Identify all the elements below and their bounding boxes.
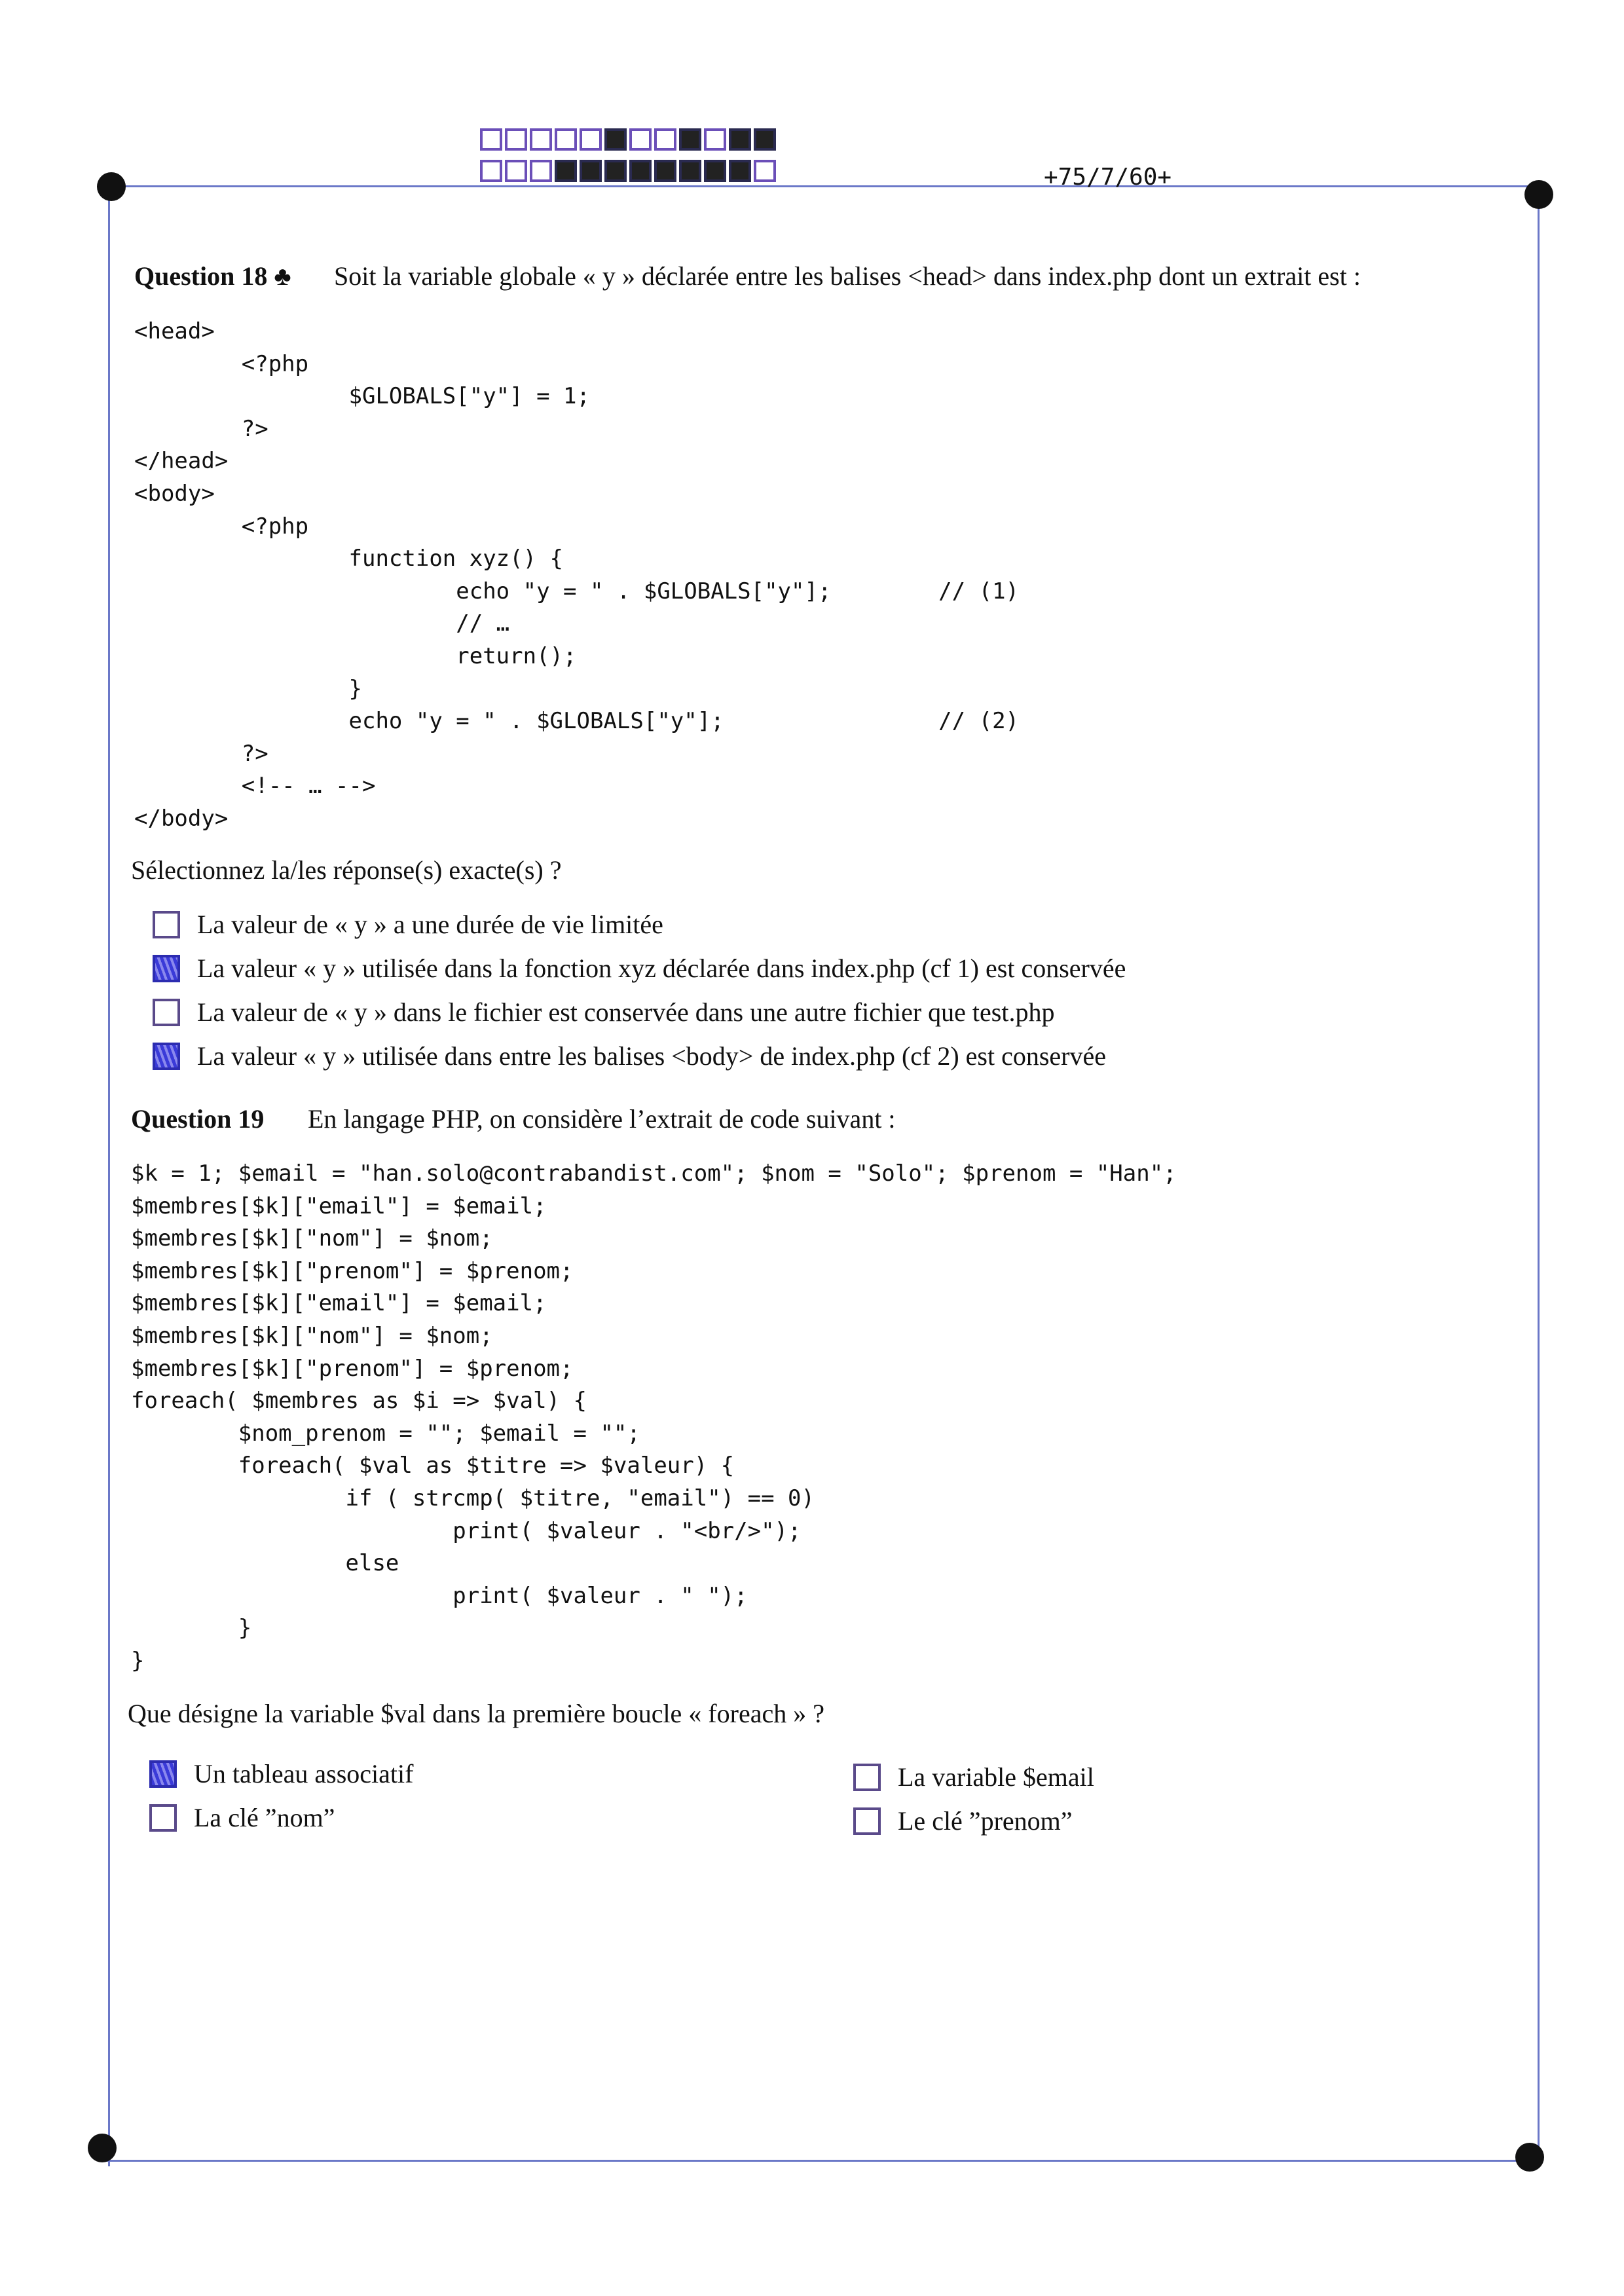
- q18-code-line: // …: [134, 610, 510, 637]
- barcode-cell: [679, 160, 701, 182]
- barcode-cell: [604, 160, 627, 182]
- q19-code-line: }: [131, 1615, 252, 1642]
- q19-code-line: $nom_prenom = ""; $email = "";: [131, 1420, 640, 1447]
- q18-checkbox-3[interactable]: [153, 999, 180, 1026]
- q18-code-line: <body>: [134, 480, 215, 507]
- q19-code-line: $membres[$k]["nom"] = $nom;: [131, 1322, 493, 1349]
- question-18-code: [134, 316, 1019, 836]
- frame-top: [108, 185, 1542, 187]
- barcode-cell: [555, 160, 577, 182]
- q19-checkbox-4[interactable]: [853, 1807, 881, 1835]
- question-18-prompt: Sélectionnez la/les réponse(s) exacte(s) ?: [131, 855, 562, 885]
- club-icon: ♣: [274, 261, 291, 291]
- q19-code-line: foreach( $val as $titre => $valeur) {: [131, 1453, 735, 1479]
- barcode-cell: [729, 160, 751, 182]
- frame-left: [108, 185, 110, 2166]
- barcode-cell: [654, 128, 676, 151]
- question-18-text: Soit la variable globale « y » déclarée entre les balises <head> dans index.php dont un extrait est :: [334, 261, 1361, 291]
- q18-code-line: </head>: [134, 448, 229, 475]
- barcode-cell: [580, 160, 602, 182]
- q19-choice-4-label: Le clé ”prenom”: [898, 1806, 1073, 1836]
- barcode-cell: [530, 128, 552, 151]
- q18-checkbox-4[interactable]: [153, 1043, 180, 1070]
- q18-code-line: function xyz() {: [134, 546, 564, 572]
- q19-code-line: $membres[$k]["prenom"] = $prenom;: [131, 1257, 574, 1284]
- q19-choice-4[interactable]: [853, 1805, 1073, 1836]
- barcode-cell: [480, 160, 502, 182]
- q19-code-line: else: [131, 1550, 399, 1577]
- q18-code-line: echo "y = " . $GLOBALS["y"]; // (2): [134, 708, 1020, 735]
- corner-mark-top-left: [97, 172, 126, 201]
- barcode-cell: [704, 128, 726, 151]
- q18-choice-3-label: La valeur de « y » dans le fichier est conservée dans une autre fichier que test.php: [197, 997, 1055, 1027]
- barcode-cell: [505, 128, 527, 151]
- q19-choice-2-label: La variable $email: [898, 1762, 1094, 1792]
- q19-code-line: foreach( $membres as $i => $val) {: [131, 1388, 587, 1415]
- q19-choice-2[interactable]: [853, 1762, 1094, 1792]
- frame-right: [1538, 190, 1540, 2164]
- barcode-cell: [580, 128, 602, 151]
- question-19-prompt: Que désigne la variable $val dans la première boucle « foreach » ?: [128, 1699, 824, 1728]
- q18-code-line: <?php: [134, 513, 309, 540]
- q18-choice-1[interactable]: [153, 909, 663, 940]
- barcode-cell: [604, 128, 627, 151]
- q19-checkbox-2[interactable]: [853, 1764, 881, 1791]
- q19-code-line: $k = 1; $email = "han.solo@contrabandist.com"; $nom = "Solo"; $prenom = "Han";: [131, 1160, 1177, 1187]
- q18-choice-3[interactable]: [153, 997, 1054, 1028]
- corner-mark-bottom-left: [88, 2134, 117, 2162]
- q19-code-line: print( $valeur . "<br/>");: [131, 1517, 802, 1544]
- corner-mark-top-right: [1524, 180, 1553, 209]
- q19-choice-3[interactable]: [149, 1802, 335, 1833]
- q19-choice-1[interactable]: [149, 1758, 413, 1789]
- q18-code-line: echo "y = " . $GLOBALS["y"]; // (1): [134, 578, 1020, 604]
- question-19-label: Question 19: [131, 1104, 265, 1134]
- barcode-cell: [754, 128, 776, 151]
- q19-code-line: $membres[$k]["email"] = $email;: [131, 1290, 547, 1317]
- q19-choice-1-label: Un tableau associatif: [194, 1759, 414, 1788]
- q18-code-line: <head>: [134, 318, 215, 344]
- question-19-text: En langage PHP, on considère l’extrait de code suivant :: [308, 1104, 896, 1134]
- barcode-cell: [654, 160, 676, 182]
- q18-checkbox-1[interactable]: [153, 911, 180, 938]
- barcode-row-1: [480, 128, 779, 151]
- q18-code-line: ?>: [134, 740, 268, 767]
- page-id: +75/7/60+: [1044, 164, 1172, 191]
- q18-code-line: $GLOBALS["y"] = 1;: [134, 383, 590, 410]
- q18-choice-4-label: La valeur « y » utilisée dans entre les balises <body> de index.php (cf 2) est conservée: [197, 1041, 1107, 1071]
- q19-code-line: }: [131, 1647, 145, 1674]
- q19-code-line: print( $valeur . " ");: [131, 1582, 748, 1609]
- barcode-cell: [480, 128, 502, 151]
- q18-code-line: <?php: [134, 350, 309, 377]
- q19-choice-3-label: La clé ”nom”: [194, 1803, 335, 1832]
- q19-code-line: $membres[$k]["nom"] = $nom;: [131, 1225, 493, 1252]
- q19-code-line: $membres[$k]["prenom"] = $prenom;: [131, 1355, 574, 1382]
- q18-code-line: </body>: [134, 805, 229, 832]
- question-19-header: [131, 1103, 896, 1134]
- q18-choice-1-label: La valeur de « y » a une durée de vie limitée: [197, 910, 663, 939]
- barcode-cell: [754, 160, 776, 182]
- barcode-cell: [704, 160, 726, 182]
- barcode-cell: [530, 160, 552, 182]
- question-18-label: Question 18: [134, 261, 268, 291]
- q18-code-line: }: [134, 675, 362, 702]
- question-18-header: [134, 261, 1361, 291]
- corner-mark-bottom-right: [1515, 2143, 1544, 2172]
- barcode-cell: [679, 128, 701, 151]
- q18-code-line: ?>: [134, 415, 268, 442]
- q18-choice-2-label: La valeur « y » utilisée dans la fonction xyz déclarée dans index.php (cf 1) est conservée: [197, 954, 1126, 983]
- barcode-cell: [505, 160, 527, 182]
- q18-code-line: return();: [134, 642, 577, 669]
- q19-checkbox-3[interactable]: [149, 1804, 177, 1832]
- q18-code-line: <!-- … -->: [134, 773, 376, 800]
- question-19-code: [131, 1158, 1177, 1678]
- barcode-cell: [629, 160, 652, 182]
- q18-checkbox-2[interactable]: [153, 955, 180, 982]
- q19-code-line: if ( strcmp( $titre, "email") == 0): [131, 1485, 815, 1511]
- frame-bottom: [98, 2160, 1539, 2162]
- q19-checkbox-1[interactable]: [149, 1760, 177, 1788]
- barcode-cell: [729, 128, 751, 151]
- barcode-cell: [629, 128, 652, 151]
- q18-choice-2[interactable]: [153, 953, 1126, 984]
- barcode-row-2: [480, 160, 779, 182]
- q19-code-line: $membres[$k]["email"] = $email;: [131, 1193, 547, 1219]
- barcode-cell: [555, 128, 577, 151]
- q18-choice-4[interactable]: [153, 1041, 1106, 1071]
